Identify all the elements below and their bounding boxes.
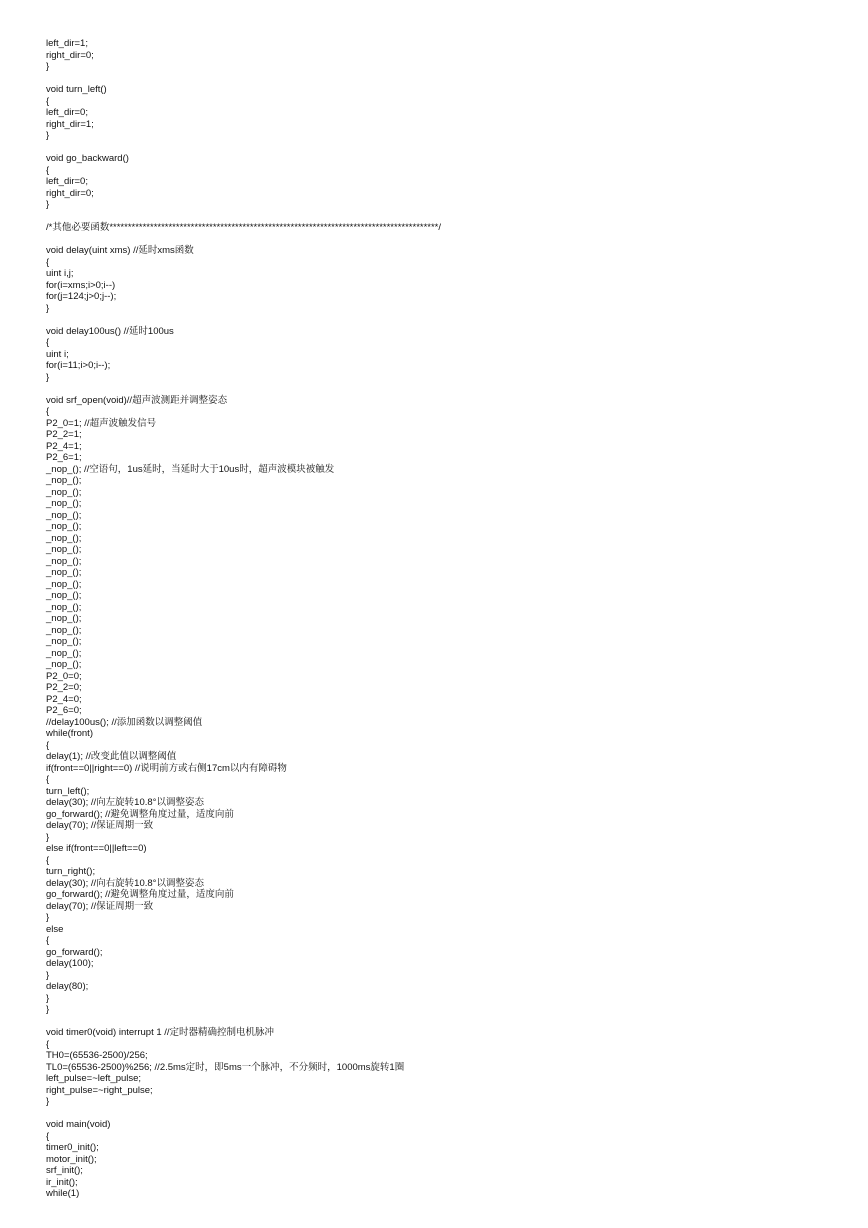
code-line: { [46,935,50,946]
code-line: _nop_(); [46,532,82,544]
code-line: _nop_(); [46,475,82,486]
code-line: delay(30); //向右旋转10.8°以调整姿态 [46,877,204,889]
code-line: void delay100us() //延时100us [46,325,174,337]
code-line: delay(70); //保证周期一致 [46,820,154,831]
code-line: } [46,831,50,843]
code-line: void timer0(void) interrupt 1 //定时器精确控制电机脉冲 [46,1027,275,1038]
code-line: go_forward(); [46,946,103,958]
code-line: } [46,302,50,314]
code-line: left_dir=1; [46,38,88,49]
code-line: srf_init(); [46,1165,83,1176]
code-line: P2_4=1; [46,440,82,452]
code-line: right_pulse=~right_pulse; [46,1084,153,1096]
code-line: { [46,1130,50,1142]
blank-line [46,1016,846,1028]
code-line: _nop_(); [46,659,82,670]
code-line: TH0=(65536-2500)/256; [46,1050,148,1061]
code-line: else if(front==0||left==0) [46,843,147,854]
code-line: left_dir=0; [46,176,88,187]
code-line: } [46,1004,50,1015]
code-line: turn_left(); [46,785,90,797]
code-line: { [46,95,50,107]
blank-line [46,383,846,395]
code-line: uint i; [46,348,69,360]
code-line: void delay(uint xms) //延时xms函数 [46,245,194,256]
code-line: delay(100); [46,958,94,969]
code-line: else [46,923,64,935]
code-line: void srf_open(void)//超声波测距并调整姿态 [46,394,228,406]
blank-line [46,73,846,85]
blank-line [46,1108,846,1120]
code-line: right_dir=0; [46,49,94,61]
code-line: } [46,912,50,923]
blank-line [46,142,846,154]
code-line: for(i=xms;i>0;i--) [46,279,116,291]
code-line: _nop_(); [46,624,82,636]
code-line: _nop_(); [46,647,82,659]
blank-line [46,234,846,246]
code-line: for(i=11;i>0;i--); [46,360,111,371]
code-line: left_pulse=~left_pulse; [46,1073,142,1084]
blank-line [46,211,846,223]
code-line: //delay100us(); //添加函数以调整阈值 [46,716,203,728]
code-line: void turn_left() [46,84,107,95]
code-line: if(front==0||right==0) //说明前方或右侧17cm以内有障碍物 [46,762,287,774]
code-line: right_dir=0; [46,187,94,199]
code-line: } [46,371,50,383]
blank-line [46,314,846,326]
code-line: { [46,774,50,785]
code-line: delay(70); //保证周期一致 [46,900,154,912]
code-line: motor_init(); [46,1153,97,1165]
code-line: void main(void) [46,1119,111,1130]
code-line: while(1) [46,1188,80,1199]
code-line: { [46,256,50,268]
code-line: P2_6=0; [46,705,82,716]
code-line: _nop_(); [46,486,82,498]
code-line: void go_backward() [46,153,129,164]
code-line: _nop_(); [46,544,82,555]
code-line: P2_0=0; [46,670,82,682]
code-line: delay(80); [46,981,89,992]
code-line: { [46,406,50,417]
code-line: _nop_(); [46,521,82,532]
code-line: } [46,130,50,141]
code-line: } [46,992,50,1004]
code-line: } [46,61,50,72]
code-line: _nop_(); //空语句，1us延时，当延时大于10us时，超声波模块被触发 [46,463,335,475]
code-line: P2_4=0; [46,693,82,705]
code-line: _nop_(); [46,613,82,624]
code-line: /*其他必要函数*****************************************************************************************/ [46,222,442,233]
code-line: P2_2=0; [46,682,82,693]
code-line: go_forward(); //避免调整角度过量，适度向前 [46,889,234,900]
code-line: { [46,739,50,751]
code-line: while(front) [46,728,93,739]
code-line: _nop_(); [46,601,82,613]
code-line: left_dir=0; [46,107,88,118]
code-line: } [46,1096,50,1107]
code-line: delay(1); //改变此值以调整阈值 [46,751,177,762]
code-line: _nop_(); [46,498,82,509]
code-line: uint i,j; [46,268,74,279]
code-line: _nop_(); [46,590,82,601]
code-line: _nop_(); [46,578,82,590]
code-line: P2_2=1; [46,429,82,440]
code-line: { [46,1038,50,1050]
code-line: delay(30); //向左旋转10.8°以调整姿态 [46,797,204,808]
code-line: _nop_(); [46,555,82,567]
code-line: P2_0=1; //超声波触发信号 [46,417,157,429]
code-line: _nop_(); [46,567,82,578]
code-line: timer0_init(); [46,1142,99,1153]
code-line: _nop_(); [46,636,82,647]
code-line: } [46,969,50,981]
document-page [46,38,846,1200]
code-line: { [46,164,50,176]
code-line: ir_init(); [46,1176,78,1188]
code-line: P2_6=1; [46,452,82,463]
code-line: right_dir=1; [46,118,94,130]
code-line: TL0=(65536-2500)%256; //2.5ms定时，即5ms一个脉冲，不分频时，1000ms旋转1圈 [46,1061,405,1073]
code-line: { [46,337,50,348]
code-line: _nop_(); [46,509,82,521]
code-line: for(j=124;j>0;j--); [46,291,117,302]
code-line: { [46,854,50,866]
code-line: } [46,199,50,210]
code-line: turn_right(); [46,866,96,877]
code-line: go_forward(); //避免调整角度过量，适度向前 [46,808,234,820]
